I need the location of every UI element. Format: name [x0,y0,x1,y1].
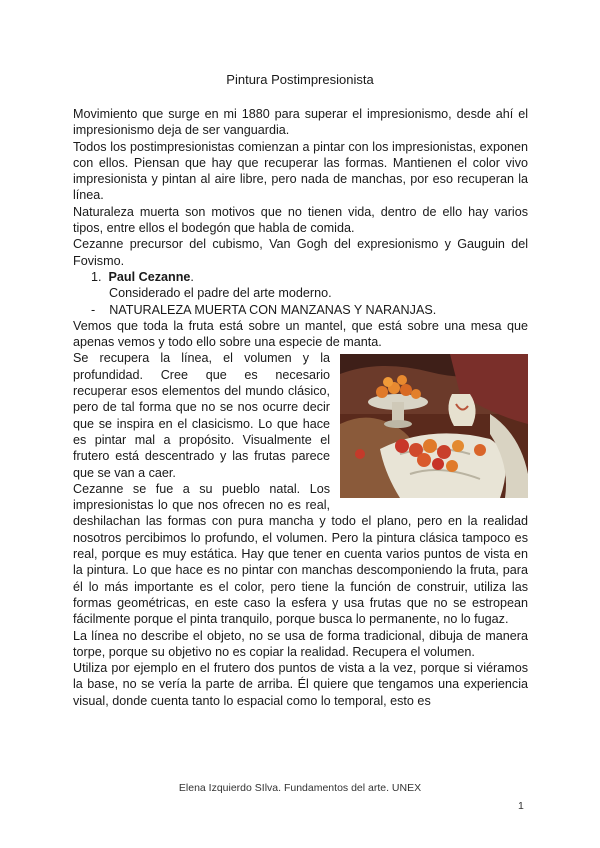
footer: Elena Izquierdo SIlva. Fundamentos del arte. UNEX [178,782,422,794]
paragraph-viewpoints: Utiliza por ejemplo en el frutero dos puntos de vista a la vez, porque si viéramos la base, no se vería la parte de arriba. Él quiere que tengamos una experiencia visual, donde cuenta tanto lo espacial como lo temporal, esto es [73,661,528,708]
cezanne-painting-image [340,354,528,498]
list-number: 1. [91,269,102,284]
paragraph-still-life: Naturaleza muerta son motivos que no tienen vida, dentro de ello hay varios tipos, entre ellos el bodegón que habla de comida. [73,204,528,236]
page-title: Pintura Postimpresionista [226,72,374,87]
paragraph-line-volume: Se recupera la línea, el volumen y la profundidad. Cree que es necesario recuperar esos elementos del mundo clásico, pero de tal forma que no se nos ocurre decir que se inspira en el clasicismo. Lo que hace es pintar mal a propósito. Visualmente el frutero está descentrado y las frutas parece que se van a caer. [73,351,330,480]
paragraph-fruit-description: Vemos que toda la fruta está sobre un mantel, que está sobre una mesa que apenas vemos y todo ello sobre una especie de manta. [73,318,528,350]
dash-bullet: - [91,302,96,317]
dash-item-text: NATURALEZA MUERTA CON MANZANAS Y NARANJAS. [109,302,437,317]
list-heading: Paul Cezanne [108,269,191,284]
list-item-cezanne: 1. Paul Cezanne. [91,269,194,284]
paragraph-precursors: Cezanne precursor del cubismo, Van Gogh del expresionismo y Gauguin del Fovismo. [73,237,528,268]
dash-item [73,302,528,318]
paragraph-line-description: La línea no describe el objeto, no se usa de forma tradicional, dibuja de manera torpe, porque su objetivo no es copiar la realidad. Recupera el volumen. [73,628,528,659]
paragraph-intro: Movimiento que surge en mi 1880 para superar el impresionismo, desde ahí el impresionismo deja de ser vanguardia. [73,107,528,138]
paragraph-postimpressionists: Todos los postimpresionistas comienzan a pintar con los impresionistas, exponen con ellos. Piensan que hay que recuperar las formas. Mantienen el color vivo impresionista y pintan al aire libre, pero nada de manchas, por eso recuperan la línea. [73,139,528,203]
paragraph-cezanne-hometown: Cezanne se fue a su pueblo natal. Los impresionistas lo que nos ofrecen no es real, deshilachan las formas con pura mancha y todo el plano, pero en la realidad nosotros percibimos lo profundo, el volumen. Pero la pintura clásica tampoco es real, porque es muy estática. Hay que tener en cuenta varios puntos de vista en la pintura. Lo que hace es no pintar con manchas descomponiendo la fruta, para él lo más importante es el color, pero tiene la función de construir, utiliza las formas geométricas, en este caso la esfera y usa frutas que no se estropean fácilmente porque el pinta tranquilo, porque busca lo permanente, no lo fugaz. [73,481,528,627]
page-number: 1 [518,800,524,812]
document-body [73,106,528,709]
list-subtext: Considerado el padre del arte moderno. [109,286,332,301]
